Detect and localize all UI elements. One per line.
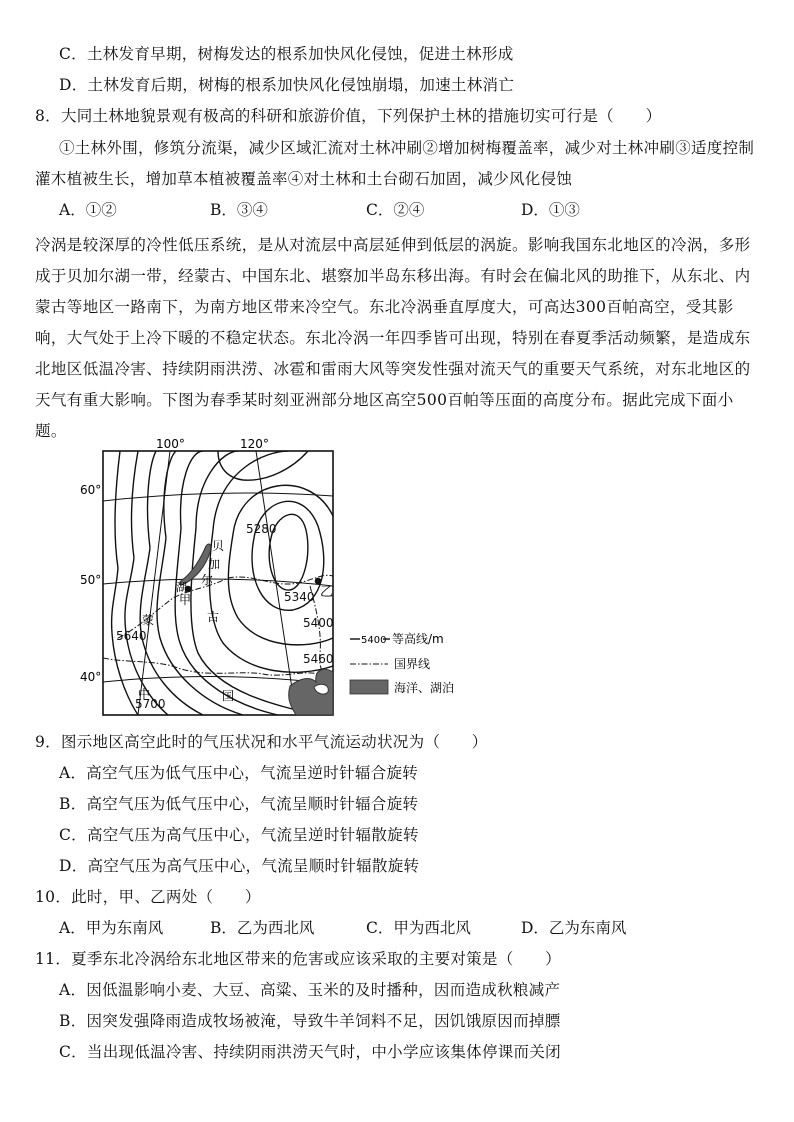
q8-measures-line2: 灌木植被生长，增加草本植被覆盖率④对土林和土台砌石加固，减少风化侵蚀 bbox=[35, 170, 573, 188]
q10-option-a: A．甲为东南风 bbox=[59, 919, 164, 937]
label-contour-5700: 5700 bbox=[135, 697, 166, 711]
q11-option-a: A．因低温影响小麦、大豆、高粱、玉米的及时播种，因而造成秋粮减产 bbox=[59, 981, 561, 999]
legend-border-label: 国界线 bbox=[394, 657, 431, 671]
legend-contour-label: 等高线/m bbox=[392, 632, 444, 646]
label-contour-5460: 5460 bbox=[303, 652, 334, 666]
point-yi-marker bbox=[315, 578, 320, 583]
q9-option-d: D．高空气压为高气压中心，气流呈顺时针辐散旋转 bbox=[59, 857, 420, 875]
q7-option-d: D．土林发育后期，树梅的根系加快风化侵蚀崩塌，加速土林消亡 bbox=[59, 76, 515, 94]
q8-measures-line1: ①土林外围，修筑分流渠，减少区域汇流对土林冲刷②增加树梅覆盖率，减少对土林冲刷③适度控制 bbox=[59, 139, 755, 157]
label-contour-5400: 5400 bbox=[303, 616, 334, 630]
legend-water-label: 海洋、湖泊 bbox=[394, 681, 455, 695]
q8-stem: 8．大同土林地貌景观有极高的科研和旅游价值，下列保护土林的措施切实可行是（ ） bbox=[35, 107, 662, 125]
label-lake-4: 湖 bbox=[176, 581, 187, 594]
label-lake-1: 贝 bbox=[212, 539, 225, 553]
legend-contour-value: 5400 bbox=[361, 635, 387, 646]
q7-option-c: C．土林发育早期，树梅发达的根系加快风化侵蚀，促进土林形成 bbox=[59, 45, 514, 63]
q10-option-b: B．乙为西北风 bbox=[210, 919, 315, 937]
label-contour-5340: 5340 bbox=[284, 590, 315, 604]
map-legend bbox=[350, 631, 454, 695]
label-lon-100: 100° bbox=[156, 438, 185, 451]
label-mongolia-1: 蒙 bbox=[142, 613, 155, 627]
label-lon-120: 120° bbox=[240, 438, 269, 451]
q9-stem: 9．图示地区高空此时的气压状况和水平气流运动状况为（ ） bbox=[35, 733, 488, 751]
q9-option-c: C．高空气压为高气压中心，气流呈逆时针辐散旋转 bbox=[59, 826, 419, 844]
q8-option-d: D．①③ bbox=[521, 201, 580, 219]
q10-option-d: D．乙为东南风 bbox=[521, 919, 627, 937]
q9-option-b: B．高空气压为低气压中心，气流呈顺时针辐合旋转 bbox=[59, 795, 419, 813]
q11-option-b: B．因突发强降雨造成牧场被淹，导致牛羊饲料不足，因饥饿原因而掉膘 bbox=[59, 1012, 561, 1030]
q10-option-c: C．甲为西北风 bbox=[366, 919, 471, 937]
q9-option-a: A．高空气压为低气压中心，气流呈逆时针辐合旋转 bbox=[59, 764, 419, 782]
label-china-1: 中 bbox=[138, 687, 151, 701]
q11-stem: 11．夏季东北冷涡给东北地区带来的危害或应该采取的主要对策是（ ） bbox=[35, 950, 561, 968]
label-contour-5280: 5280 bbox=[246, 522, 277, 536]
label-point-jia: 甲 bbox=[179, 593, 192, 607]
label-mongolia-2: 古 bbox=[207, 610, 220, 624]
q8-option-c: C．②④ bbox=[366, 201, 425, 219]
cold-vortex-500hpa-map bbox=[78, 438, 478, 724]
label-lat-40: 40° bbox=[80, 670, 102, 684]
label-lat-60: 60° bbox=[80, 483, 102, 497]
label-lat-50: 50° bbox=[80, 573, 102, 587]
label-lake-3: 尔 bbox=[201, 573, 214, 587]
q8-option-b: B．③④ bbox=[210, 201, 268, 219]
cold-vortex-passage: 冷涡是较深厚的冷性低压系统，是从对流层中高层延伸到低层的涡旋。影响我国东北地区的冷涡，多形成于贝加尔湖一带，经蒙古、中国东北、堪察加半岛东移出海。有时会在偏北风的助推下，从东北、内蒙古等地区一路南下，为南方地区带来冷空气。东北冷涡垂直厚度大，可高达300百帕高空，受其影响，大气处于上冷下暖的不稳定状态。东北冷涡一年四季皆可出现，特别在春夏季活动频繁，是造成东北地区低温冷害、持续阴雨洪涝、冰雹和雷雨大风等突发性强对流天气的重要天气系统，对东北地区的天气有重大影响。下图为春季某时刻亚洲部分地区高空500百帕等压面的高度分布。据此完成下面小题。 bbox=[35, 236, 751, 440]
q8-option-a: A．①② bbox=[59, 201, 117, 219]
label-lake-2: 加 bbox=[208, 557, 221, 571]
q10-stem: 10．此时，甲、乙两处（ ） bbox=[35, 888, 261, 906]
q11-option-c: C．当出现低温冷害、持续阴雨洪涝天气时，中小学应该集体停课而关闭 bbox=[59, 1043, 561, 1061]
label-contour-5640: 5640 bbox=[116, 629, 147, 643]
label-point-yi: 乙 bbox=[320, 585, 334, 600]
label-china-2: 国 bbox=[222, 689, 235, 703]
